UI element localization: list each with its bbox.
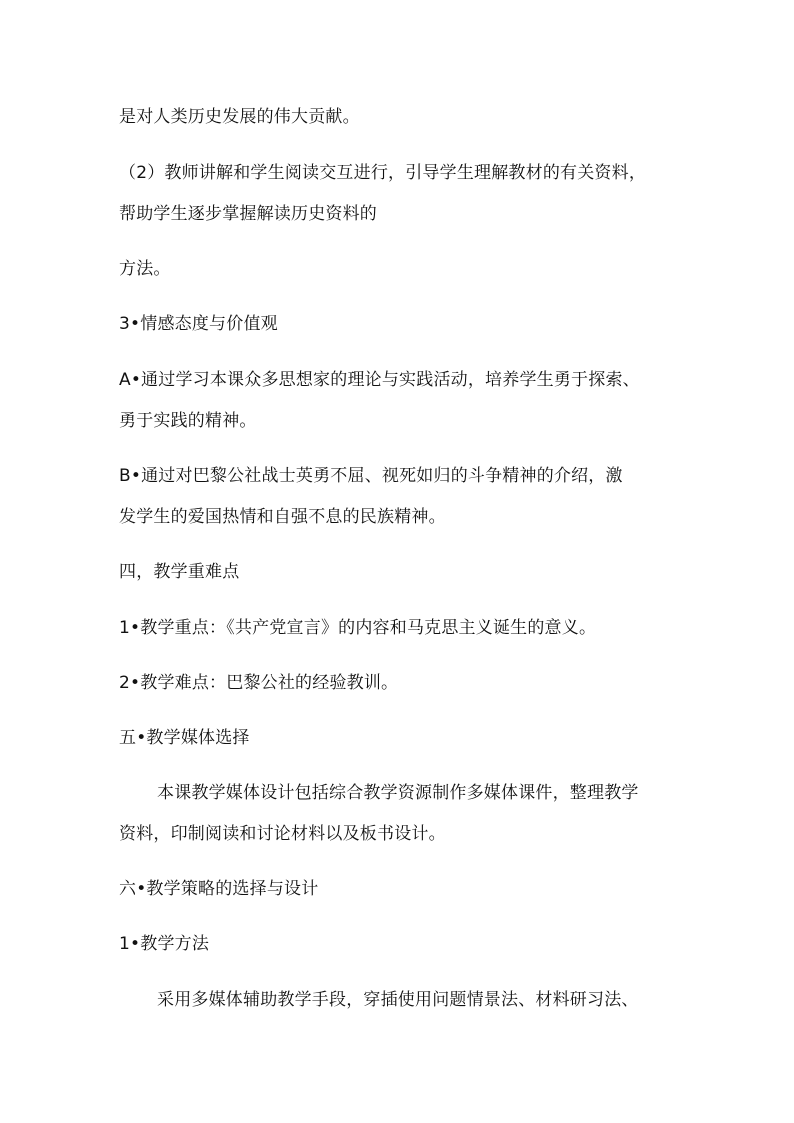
section-heading-key-points: 四，教学重难点	[119, 562, 240, 582]
text-line-11: 1•教学重点：《共产党宣言》的内容和马克思主义诞生的意义。	[119, 618, 597, 638]
section-heading-emotion: 3•情感态度与价值观	[119, 314, 278, 334]
text-line-4: 方法。	[119, 259, 171, 279]
text-line-2: （2）教师讲解和学生阅读交互进行，引导学生理解教材的有关资料，	[119, 163, 647, 183]
subsection-heading-methods: 1•教学方法	[119, 934, 210, 954]
text-line-15: 资料，印制阅读和讨论材料以及板书设计。	[119, 824, 446, 844]
text-line-14: 本课教学媒体设计包括综合教学资源制作多媒体课件，整理教学	[157, 783, 639, 803]
text-line-9: 发学生的爱国热情和自强不息的民族精神。	[119, 507, 446, 527]
text-line-8: B•通过对巴黎公社战士英勇不屈、视死如归的斗争精神的介绍，激	[119, 466, 623, 486]
text-line-1: 是对人类历史发展的伟大贡献。	[119, 107, 360, 127]
text-line-7: 勇于实践的精神。	[119, 411, 257, 431]
text-line-6: A•通过学习本课众多思想家的理论与实践活动，培养学生勇于探索、	[119, 370, 640, 390]
text-line-12: 2•教学难点：巴黎公社的经验教训。	[119, 673, 399, 693]
text-line-18: 采用多媒体辅助教学手段，穿插使用问题情景法、材料研习法、	[157, 990, 639, 1010]
text-line-3: 帮助学生逐步掌握解读历史资料的	[119, 204, 377, 224]
section-heading-media: 五•教学媒体选择	[119, 728, 250, 748]
section-heading-strategy: 六•教学策略的选择与设计	[119, 879, 319, 899]
